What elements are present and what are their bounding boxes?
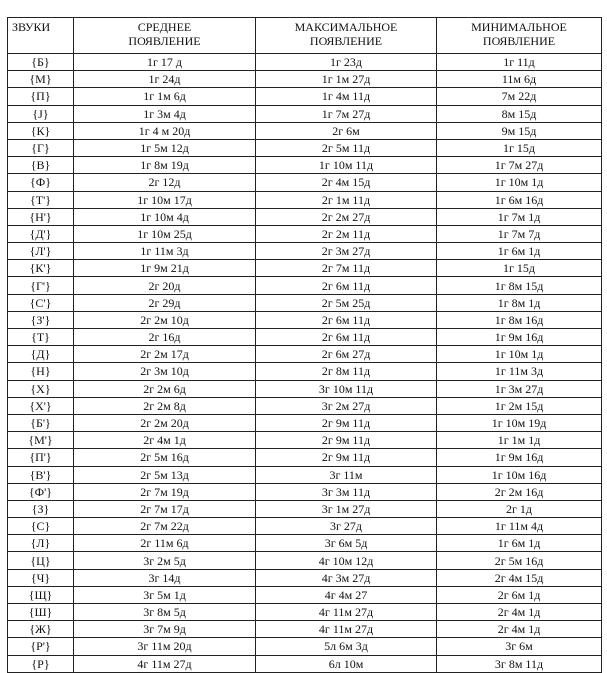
maximum-cell: 2г 7м 11д xyxy=(256,260,437,277)
table-row xyxy=(8,346,602,363)
average-cell: 2г 4м 1д xyxy=(74,432,256,449)
average-cell: 1г 24д xyxy=(74,71,256,88)
sound-cell: {З'} xyxy=(8,311,74,328)
average-cell: 2г 2м 17д xyxy=(74,346,256,363)
minimum-cell: 1г 1м 1д xyxy=(437,432,602,449)
maximum-cell: 3г 3м 11д xyxy=(256,483,437,500)
average-cell: 1г 11м 3д xyxy=(74,243,256,260)
sound-cell: {К} xyxy=(8,122,74,139)
minimum-cell: 1г 7м 7д xyxy=(437,225,602,242)
table-row xyxy=(8,105,602,122)
sound-cell: {Щ} xyxy=(8,586,74,603)
table-row xyxy=(8,191,602,208)
sound-cell: {С'} xyxy=(8,294,74,311)
maximum-cell: 3г 2м 27д xyxy=(256,397,437,414)
table-row xyxy=(8,483,602,500)
maximum-cell: 1г 10м 11д xyxy=(256,157,437,174)
maximum-cell: 2г 5м 11д xyxy=(256,139,437,156)
average-cell: 1г 10м 4д xyxy=(74,208,256,225)
average-cell: 3г 14д xyxy=(74,569,256,586)
sound-cell: {Р} xyxy=(8,655,74,672)
maximum-cell: 1г 23д xyxy=(256,54,437,71)
table-row xyxy=(8,139,602,156)
minimum-cell: 1г 11м 4д xyxy=(437,518,602,535)
average-cell: 2г 5м 13д xyxy=(74,466,256,483)
maximum-cell: 2г 3м 27д xyxy=(256,243,437,260)
maximum-cell: 2г 5м 25д xyxy=(256,294,437,311)
average-cell: 1г 4 м 20д xyxy=(74,122,256,139)
table-row xyxy=(8,604,602,621)
maximum-cell: 4г 3м 27д xyxy=(256,569,437,586)
table-row xyxy=(8,449,602,466)
average-cell: 1г 10м 17д xyxy=(74,191,256,208)
minimum-cell: 2г 6м 1д xyxy=(437,586,602,603)
maximum-cell: 2г 6м xyxy=(256,122,437,139)
minimum-cell: 2г 5м 16д xyxy=(437,552,602,569)
table-row xyxy=(8,466,602,483)
sound-cell: {Л} xyxy=(8,535,74,552)
header-sounds: ЗВУКИ xyxy=(8,18,74,54)
maximum-cell: 2г 2м 11д xyxy=(256,225,437,242)
table-row xyxy=(8,329,602,346)
table-row xyxy=(8,174,602,191)
maximum-cell: 2г 6м 11д xyxy=(256,277,437,294)
sound-cell: {Х} xyxy=(8,380,74,397)
minimum-cell: 2г 4м 15д xyxy=(437,569,602,586)
sound-cell: {Т} xyxy=(8,329,74,346)
average-cell: 2г 2м 8д xyxy=(74,397,256,414)
table-row xyxy=(8,363,602,380)
average-cell: 2г 7м 22д xyxy=(74,518,256,535)
table-row xyxy=(8,260,602,277)
minimum-cell: 8м 15д xyxy=(437,105,602,122)
table-row xyxy=(8,311,602,328)
minimum-cell: 1г 15д xyxy=(437,260,602,277)
maximum-cell: 3г 6м 5д xyxy=(256,535,437,552)
table-row xyxy=(8,122,602,139)
maximum-cell: 2г 1м 11д xyxy=(256,191,437,208)
maximum-cell: 2г 4м 15д xyxy=(256,174,437,191)
average-cell: 2г 7м 17д xyxy=(74,500,256,517)
average-cell: 1г 10м 25д xyxy=(74,225,256,242)
header-average: СРЕДНЕЕ ПОЯВЛЕНИЕ xyxy=(74,18,256,54)
table-row xyxy=(8,638,602,655)
sound-cell: {Д'} xyxy=(8,225,74,242)
average-cell: 3г 5м 1д xyxy=(74,586,256,603)
maximum-cell: 3г 1м 27д xyxy=(256,500,437,517)
table-row xyxy=(8,397,602,414)
sound-cell: {В'} xyxy=(8,466,74,483)
sound-cell: {Д} xyxy=(8,346,74,363)
sound-cell: {М'} xyxy=(8,432,74,449)
average-cell: 1г 3м 4д xyxy=(74,105,256,122)
average-cell: 2г 20д xyxy=(74,277,256,294)
minimum-cell: 1г 10м 19д xyxy=(437,414,602,431)
table-container xyxy=(7,17,602,673)
average-cell: 2г 11м 6д xyxy=(74,535,256,552)
table-row xyxy=(8,535,602,552)
maximum-cell: 3г 10м 11д xyxy=(256,380,437,397)
minimum-cell: 1г 8м 16д xyxy=(437,311,602,328)
minimum-cell: 1г 15д xyxy=(437,139,602,156)
table-row xyxy=(8,500,602,517)
table-row xyxy=(8,552,602,569)
minimum-cell: 2г 4м 1д xyxy=(437,604,602,621)
minimum-cell: 1г 10м 1д xyxy=(437,174,602,191)
table-row xyxy=(8,71,602,88)
sound-cell: {Ц} xyxy=(8,552,74,569)
minimum-cell: 2г 4м 1д xyxy=(437,621,602,638)
maximum-cell: 6л 10м xyxy=(256,655,437,672)
sound-cell: {Б'} xyxy=(8,414,74,431)
header-minimum: МИНИМАЛЬНОЕ ПОЯВЛЕНИЕ xyxy=(437,18,602,54)
sound-cell: {П'} xyxy=(8,449,74,466)
maximum-cell: 1г 1м 27д xyxy=(256,71,437,88)
table-row xyxy=(8,243,602,260)
average-cell: 1г 5м 12д xyxy=(74,139,256,156)
minimum-cell: 1г 10м 16д xyxy=(437,466,602,483)
minimum-cell: 1г 8м 1д xyxy=(437,294,602,311)
sound-cell: {Р'} xyxy=(8,638,74,655)
maximum-cell: 3г 27д xyxy=(256,518,437,535)
sound-cell: {К'} xyxy=(8,260,74,277)
sound-cell: {Г'} xyxy=(8,277,74,294)
minimum-cell: 2г 1д xyxy=(437,500,602,517)
sound-cell: {Ш} xyxy=(8,604,74,621)
table-row xyxy=(8,569,602,586)
maximum-cell: 2г 2м 27д xyxy=(256,208,437,225)
sound-appearance-table xyxy=(7,17,602,673)
maximum-cell: 2г 6м 27д xyxy=(256,346,437,363)
minimum-cell: 1г 3м 27д xyxy=(437,380,602,397)
sound-cell: {Ж} xyxy=(8,621,74,638)
average-cell: 2г 7м 19д xyxy=(74,483,256,500)
minimum-cell: 1г 7м 1д xyxy=(437,208,602,225)
table-row xyxy=(8,208,602,225)
minimum-cell: 11м 6д xyxy=(437,71,602,88)
average-cell: 2г 3м 10д xyxy=(74,363,256,380)
sound-cell: {П} xyxy=(8,88,74,105)
sound-cell: {З} xyxy=(8,500,74,517)
average-cell: 3г 2м 5д xyxy=(74,552,256,569)
table-row xyxy=(8,277,602,294)
minimum-cell: 1г 6м 16д xyxy=(437,191,602,208)
minimum-cell: 7м 22д xyxy=(437,88,602,105)
maximum-cell: 2г 9м 11д xyxy=(256,432,437,449)
table-body xyxy=(8,54,602,673)
header-row xyxy=(8,18,602,54)
sound-cell: {С} xyxy=(8,518,74,535)
average-cell: 2г 2м 20д xyxy=(74,414,256,431)
table-row xyxy=(8,157,602,174)
average-cell: 2г 2м 6д xyxy=(74,380,256,397)
average-cell: 2г 16д xyxy=(74,329,256,346)
maximum-cell: 1г 4м 11д xyxy=(256,88,437,105)
minimum-cell: 3г 6м xyxy=(437,638,602,655)
table-row xyxy=(8,294,602,311)
minimum-cell: 1г 7м 27д xyxy=(437,157,602,174)
sound-cell: {М} xyxy=(8,71,74,88)
header-maximum: МАКСИМАЛЬНОЕ ПОЯВЛЕНИЕ xyxy=(256,18,437,54)
minimum-cell: 1г 6м 1д xyxy=(437,243,602,260)
average-cell: 3г 11м 20д xyxy=(74,638,256,655)
average-cell: 2г 2м 10д xyxy=(74,311,256,328)
sound-cell: {Н} xyxy=(8,363,74,380)
sound-cell: {Ч} xyxy=(8,569,74,586)
minimum-cell: 9м 15д xyxy=(437,122,602,139)
table-row xyxy=(8,414,602,431)
sound-cell: {Л'} xyxy=(8,243,74,260)
average-cell: 3г 8м 5д xyxy=(74,604,256,621)
sound-cell: {Х'} xyxy=(8,397,74,414)
sound-cell: {Т'} xyxy=(8,191,74,208)
maximum-cell: 2г 8м 11д xyxy=(256,363,437,380)
sound-cell: {Б} xyxy=(8,54,74,71)
sound-cell: {В} xyxy=(8,157,74,174)
maximum-cell: 2г 9м 11д xyxy=(256,414,437,431)
minimum-cell: 2г 2м 16д xyxy=(437,483,602,500)
sound-cell: {Г} xyxy=(8,139,74,156)
sound-cell: {Н'} xyxy=(8,208,74,225)
maximum-cell: 3г 11м xyxy=(256,466,437,483)
maximum-cell: 2г 6м 11д xyxy=(256,329,437,346)
minimum-cell: 1г 9м 16д xyxy=(437,329,602,346)
minimum-cell: 1г 2м 15д xyxy=(437,397,602,414)
table-row xyxy=(8,432,602,449)
average-cell: 2г 12д xyxy=(74,174,256,191)
table-row xyxy=(8,380,602,397)
average-cell: 3г 7м 9д xyxy=(74,621,256,638)
maximum-cell: 4г 4м 27 xyxy=(256,586,437,603)
table-row xyxy=(8,518,602,535)
average-cell: 2г 29д xyxy=(74,294,256,311)
average-cell: 1г 1м 6д xyxy=(74,88,256,105)
minimum-cell: 1г 11д xyxy=(437,54,602,71)
table-row xyxy=(8,586,602,603)
average-cell: 4г 11м 27д xyxy=(74,655,256,672)
table-row xyxy=(8,88,602,105)
sound-cell: {Ф'} xyxy=(8,483,74,500)
minimum-cell: 1г 10м 1д xyxy=(437,346,602,363)
maximum-cell: 2г 9м 11д xyxy=(256,449,437,466)
table-row xyxy=(8,54,602,71)
table-row xyxy=(8,655,602,672)
table-row xyxy=(8,621,602,638)
sound-cell: {Ф} xyxy=(8,174,74,191)
sound-cell: {J} xyxy=(8,105,74,122)
maximum-cell: 4г 11м 27д xyxy=(256,621,437,638)
maximum-cell: 5л 6м 3д xyxy=(256,638,437,655)
average-cell: 1г 8м 19д xyxy=(74,157,256,174)
minimum-cell: 1г 8м 15д xyxy=(437,277,602,294)
minimum-cell: 1г 9м 16д xyxy=(437,449,602,466)
maximum-cell: 2г 6м 11д xyxy=(256,311,437,328)
maximum-cell: 1г 7м 27д xyxy=(256,105,437,122)
average-cell: 1г 17 д xyxy=(74,54,256,71)
minimum-cell: 3г 8м 11д xyxy=(437,655,602,672)
minimum-cell: 1г 6м 1д xyxy=(437,535,602,552)
minimum-cell: 1г 11м 3д xyxy=(437,363,602,380)
average-cell: 2г 5м 16д xyxy=(74,449,256,466)
maximum-cell: 4г 11м 27д xyxy=(256,604,437,621)
average-cell: 1г 9м 21д xyxy=(74,260,256,277)
table-row xyxy=(8,225,602,242)
maximum-cell: 4г 10м 12д xyxy=(256,552,437,569)
